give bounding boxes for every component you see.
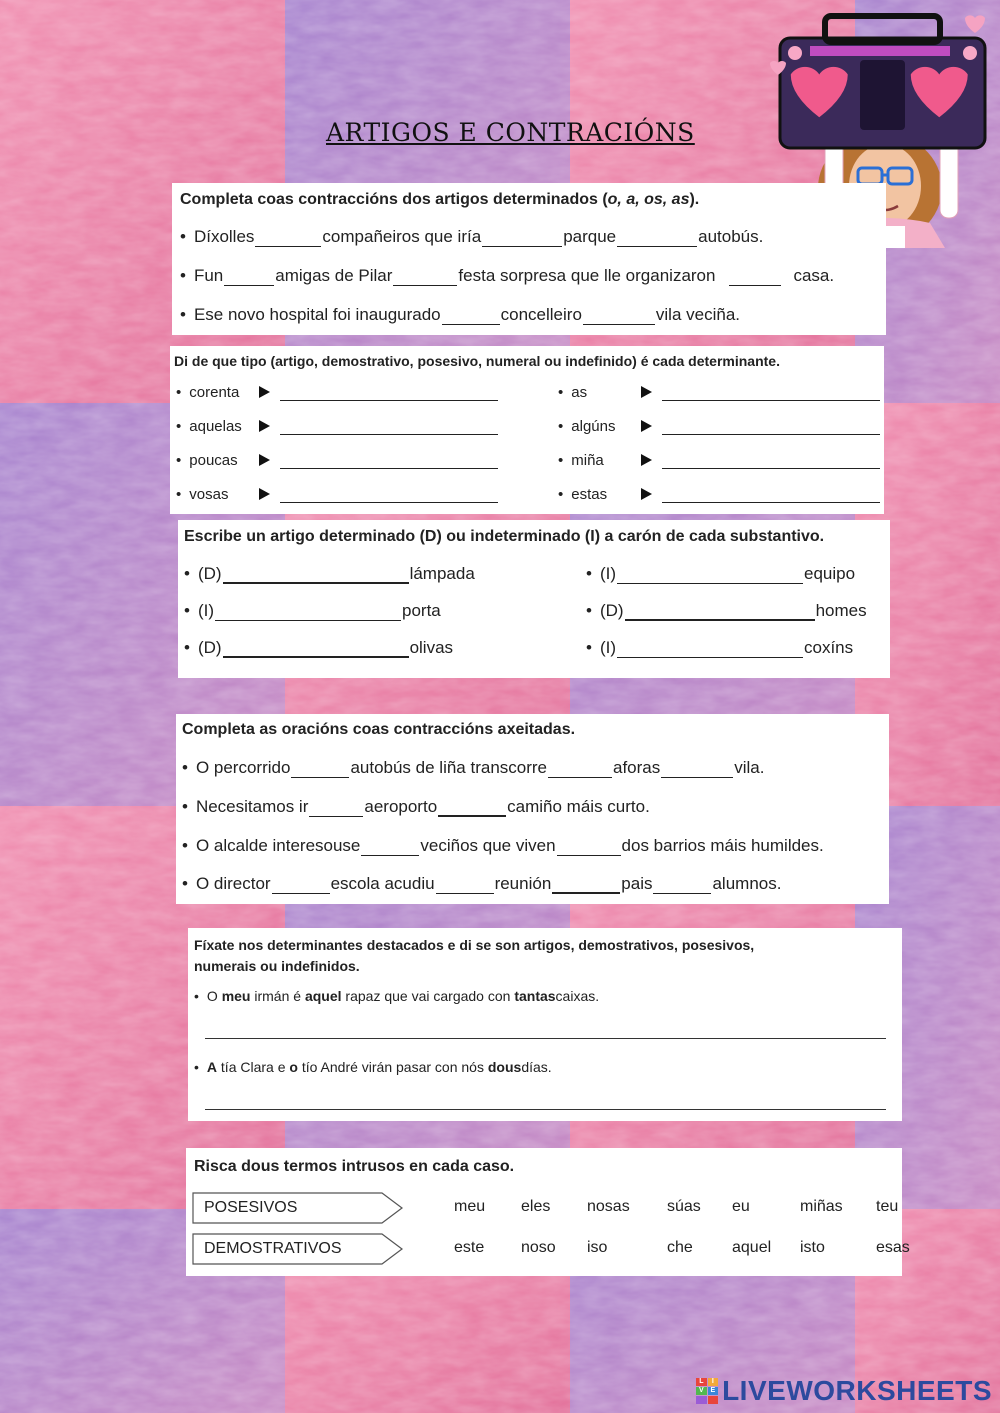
answer-blank[interactable]: [393, 269, 457, 286]
exercise-5-heading: Fíxate nos determinantes destacados e di se son artigos, demostrativos, posesivos, numerais ou indefinidos.: [194, 937, 755, 974]
answer-blank[interactable]: [625, 603, 815, 621]
answer-line[interactable]: [280, 488, 498, 503]
ex2-item: [176, 384, 498, 401]
ex1-sentence-1: • Díxolles compañeiros que iría parque autobús.: [180, 227, 764, 246]
bullet: •: [558, 384, 564, 401]
ex4-sentence-3: • O alcalde interesouse veciños que viven dos barrios máis humildes.: [182, 836, 824, 855]
article-tag: (I): [599, 638, 616, 657]
arrow-icon: [641, 488, 652, 500]
ex3-item: • (I) equipo: [586, 564, 856, 583]
answer-blank[interactable]: [255, 230, 321, 247]
arrow-icon: [641, 420, 652, 432]
intruder-candidate-word[interactable]: eles: [521, 1198, 551, 1215]
answer-blank[interactable]: [223, 566, 409, 584]
arrow-icon: [641, 454, 652, 466]
exercise-1-heading: Completa coas contraccións dos artigos determinados (o, a, os, as).: [180, 191, 700, 208]
intruder-candidate-word[interactable]: meu: [454, 1198, 486, 1215]
article-tag: (I): [599, 564, 616, 583]
intruder-candidate-word[interactable]: miñas: [800, 1198, 843, 1215]
ex3-item: • (I) coxíns: [586, 638, 854, 657]
intruder-candidate-word[interactable]: súas: [667, 1198, 701, 1215]
exercise-5-card: [188, 928, 902, 1121]
ex2-item: [558, 452, 880, 469]
ex3-item: • (D) lámpada: [184, 564, 475, 583]
article-tag: (D): [599, 601, 624, 620]
answer-blank[interactable]: [617, 641, 803, 658]
answer-line[interactable]: [662, 386, 880, 401]
intruder-candidate-word[interactable]: teu: [876, 1198, 899, 1215]
ex3-item: • (D) olivas: [184, 638, 454, 657]
answer-blank[interactable]: [617, 230, 697, 247]
arrow-icon: [641, 386, 652, 398]
determinante-word: corenta: [189, 384, 240, 401]
exercise-3-card: [178, 520, 890, 678]
answer-blank[interactable]: [224, 269, 274, 286]
arrow-icon: [259, 386, 270, 398]
ex2-item: [176, 486, 498, 503]
ex4-sentence-2: • Necesitamos ir aeroporto camiño máis curto.: [182, 797, 650, 816]
exercise-2-heading: Di de que tipo (artigo, demostrativo, posesivo, numeral ou indefinido) é cada determinante.: [174, 353, 780, 369]
answer-blank[interactable]: [442, 308, 500, 325]
exercise-2-card: [170, 346, 884, 514]
posesivos-label: POSESIVOS: [204, 1199, 298, 1216]
logo-text: LIVEWORKSHEETS: [722, 1375, 992, 1406]
answer-blank[interactable]: [223, 640, 409, 658]
answer-blank[interactable]: [548, 761, 612, 778]
answer-line[interactable]: [280, 420, 498, 435]
bullet: •: [558, 418, 564, 435]
ex5-answer-line-2[interactable]: [205, 1109, 886, 1110]
answer-line[interactable]: [662, 420, 880, 435]
bullet: •: [558, 452, 564, 469]
exercise-1-card: [172, 183, 886, 335]
article-tag: (I): [197, 601, 214, 620]
ex2-item: [558, 486, 880, 503]
liveworksheets-logo: [696, 1375, 992, 1407]
arrow-icon: [259, 420, 270, 432]
answer-blank[interactable]: [552, 876, 620, 894]
exercise-6-heading: Risca dous termos intrusos en cada caso.: [194, 1158, 515, 1175]
answer-line[interactable]: [662, 454, 880, 469]
determinante-word: aquelas: [189, 418, 242, 435]
determinante-word: miña: [571, 452, 604, 469]
ex2-item: [176, 452, 498, 469]
intruder-candidate-word[interactable]: che: [667, 1239, 693, 1256]
answer-blank[interactable]: [291, 761, 349, 778]
answer-blank[interactable]: [557, 839, 621, 856]
answer-blank[interactable]: [653, 877, 711, 894]
arrow-icon: [259, 454, 270, 466]
exercise-4-heading: Completa as oracións coas contraccións axeitadas.: [182, 721, 576, 738]
ex1-sentence-3: • Ese novo hospital foi inaugurado concelleiro vila veciña.: [180, 305, 741, 324]
intruder-candidate-word[interactable]: nosas: [587, 1198, 630, 1215]
answer-line[interactable]: [280, 454, 498, 469]
bullet: •: [558, 486, 564, 503]
bullet: •: [176, 384, 182, 401]
intruder-candidate-word[interactable]: noso: [521, 1239, 556, 1256]
determinante-word: vosas: [189, 486, 229, 503]
intruder-candidate-word[interactable]: esas: [876, 1239, 910, 1256]
noun: porta: [402, 601, 441, 620]
ex5-sentence-1: • O meu irmán é aquel rapaz que vai cargado con tantas caixas.: [194, 988, 600, 1004]
logo-live-badge: L I V E: [696, 1378, 718, 1404]
answer-blank[interactable]: [661, 761, 733, 778]
noun: olivas: [409, 638, 454, 657]
answer-blank[interactable]: [361, 839, 419, 856]
answer-blank[interactable]: [482, 230, 562, 247]
answer-blank[interactable]: [617, 567, 803, 584]
intruder-candidate-word[interactable]: isto: [800, 1239, 825, 1256]
exercise-3-heading: Escribe un artigo determinado (D) ou indeterminado (I) a carón de cada substantivo.: [184, 528, 825, 545]
demostrativos-label: DEMOSTRATIVOS: [204, 1240, 342, 1257]
answer-blank[interactable]: [272, 877, 330, 894]
bullet: •: [176, 486, 182, 503]
ex2-item: [558, 384, 880, 401]
ex5-sentence-2: • A tía Clara e o tío André virán pasar con nós dous días.: [194, 1059, 552, 1075]
answer-blank[interactable]: [729, 269, 781, 286]
determinante-word: estas: [571, 486, 608, 503]
answer-blank[interactable]: [583, 308, 655, 325]
noun: homes: [815, 601, 867, 620]
noun: coxíns: [804, 638, 854, 657]
arrow-icon: [259, 488, 270, 500]
bullet: •: [176, 452, 182, 469]
answer-blank[interactable]: [438, 799, 506, 817]
answer-line[interactable]: [662, 488, 880, 503]
ex1-sentence-2: • Fun amigas de Pilar festa sorpresa que lle organizaron casa.: [180, 266, 835, 285]
article-tag: (D): [197, 564, 222, 583]
ex2-item: [558, 418, 880, 435]
ex3-item: • (I) porta: [184, 601, 441, 620]
ex2-item: [176, 418, 498, 435]
intruder-candidate-word[interactable]: iso: [587, 1239, 608, 1256]
answer-blank[interactable]: [436, 877, 494, 894]
noun: lámpada: [409, 564, 475, 583]
answer-blank[interactable]: [309, 800, 363, 817]
determinante-word: as: [571, 384, 588, 401]
ex3-item: • (D) homes: [586, 601, 867, 620]
ex5-answer-line-1[interactable]: [205, 1038, 886, 1039]
noun: equipo: [804, 564, 856, 583]
determinante-word: poucas: [189, 452, 238, 469]
intruder-candidate-word[interactable]: aquel: [732, 1239, 772, 1256]
ex4-sentence-4: • O director escola acudiu reunión pais alumnos.: [182, 874, 782, 893]
bullet: •: [176, 418, 182, 435]
intruder-candidate-word[interactable]: eu: [732, 1198, 750, 1215]
answer-blank[interactable]: [215, 604, 401, 621]
ex4-sentence-1: • O percorrido autobús de liña transcorre aforas vila.: [182, 758, 765, 777]
exercise-4-card: [176, 714, 889, 904]
answer-line[interactable]: [280, 386, 498, 401]
determinante-word: algúns: [571, 418, 616, 435]
page-title: ARTIGOS E CONTRACIÓNS: [326, 118, 695, 147]
article-tag: (D): [197, 638, 222, 657]
intruder-candidate-word[interactable]: este: [454, 1239, 485, 1256]
exercise-6-card: [186, 1148, 910, 1276]
